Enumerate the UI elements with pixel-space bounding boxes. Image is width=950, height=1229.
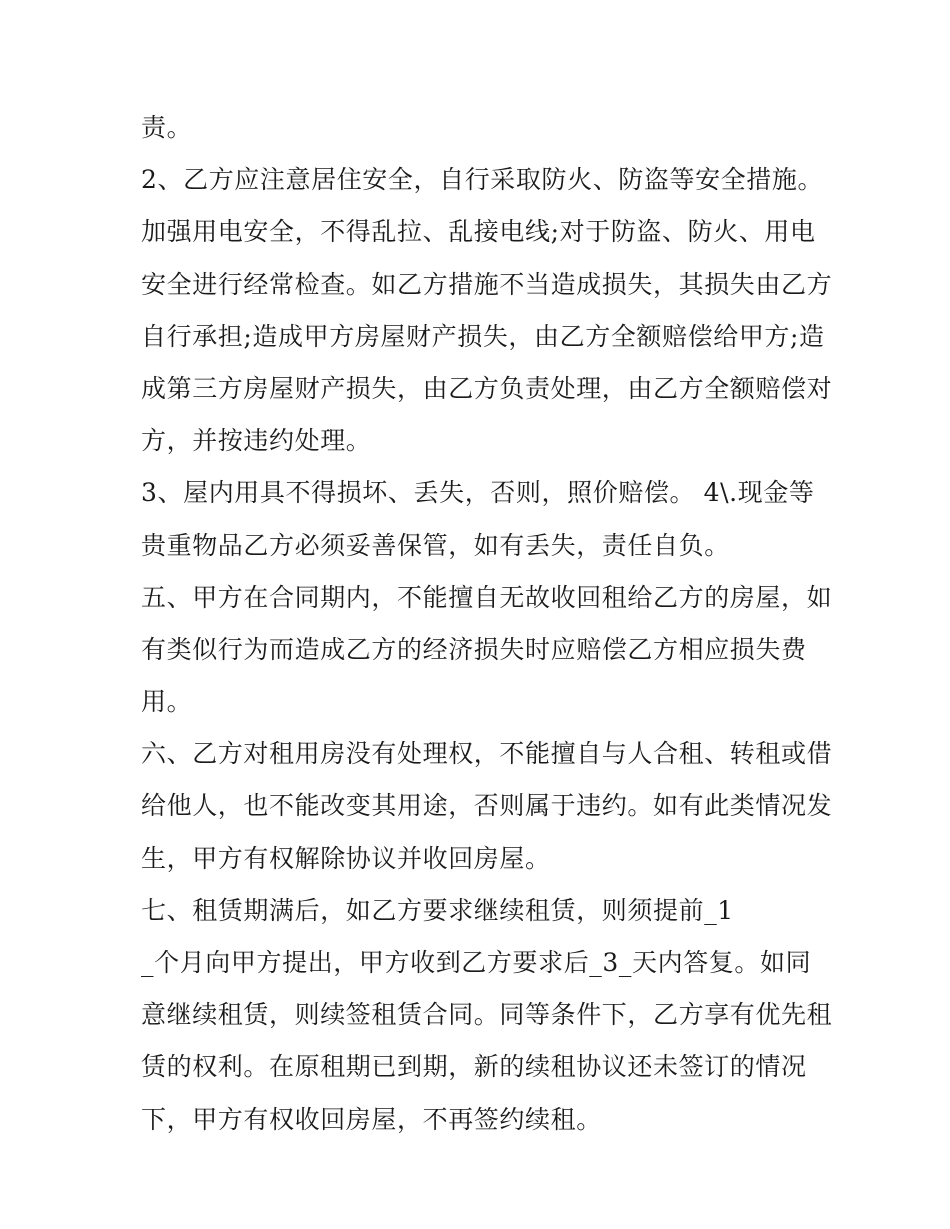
text-line: 有类似行为而造成乙方的经济损失时应赔偿乙方相应损失费: [141, 634, 807, 664]
text-line: 3、屋内用具不得损坏、丢失，否则，照价赔偿。 4\.现金等: [141, 478, 815, 508]
text-line: 赁的权利。在原租期已到期，新的续租协议还未签订的情况: [141, 1052, 807, 1082]
text-line: _个月向甲方提出，甲方收到乙方要求后_3_天内答复。如同: [141, 948, 812, 977]
text-line: 成第三方房屋财产损失，由乙方负责处理，由乙方全额赔偿对: [141, 373, 833, 403]
text-line: 2、乙方应注意居住安全，自行采取防火、防盗等安全措施。: [141, 165, 824, 195]
text-line: 意继续租赁，则续签租赁合同。同等条件下，乙方享有优先租: [141, 1000, 833, 1030]
document-body: [141, 102, 833, 1146]
text-line: 自行承担;造成甲方房屋财产损失，由乙方全额赔偿给甲方;造: [141, 321, 825, 351]
text-line: 贵重物品乙方必须妥善保管，如有丢失，责任自负。: [141, 530, 730, 560]
text-line: 下，甲方有权收回房屋，不再签约续租。: [141, 1104, 602, 1134]
text-line: 给他人，也不能改变其用途，否则属于违约。如有此类情况发: [141, 791, 833, 821]
text-line: 方，并按违约处理。: [141, 426, 372, 456]
text-line: 六、乙方对租用房没有处理权，不能擅自与人合租、转租或借: [141, 739, 833, 769]
text-line: 生，甲方有权解除协议并收回房屋。: [141, 843, 551, 873]
text-line: 七、租赁期满后，如乙方要求继续租赁，则须提前_1: [141, 895, 734, 925]
text-line: 责。: [141, 113, 193, 142]
text-line: 安全进行经常检查。如乙方措施不当造成损失，其损失由乙方: [141, 269, 833, 299]
text-line: 用。: [141, 687, 193, 717]
text-line: 五、甲方在合同期内，不能擅自无故收回租给乙方的房屋，如: [141, 582, 833, 612]
text-line: 加强用电安全，不得乱拉、乱接电线;对于防盗、防火、用电: [141, 217, 816, 247]
